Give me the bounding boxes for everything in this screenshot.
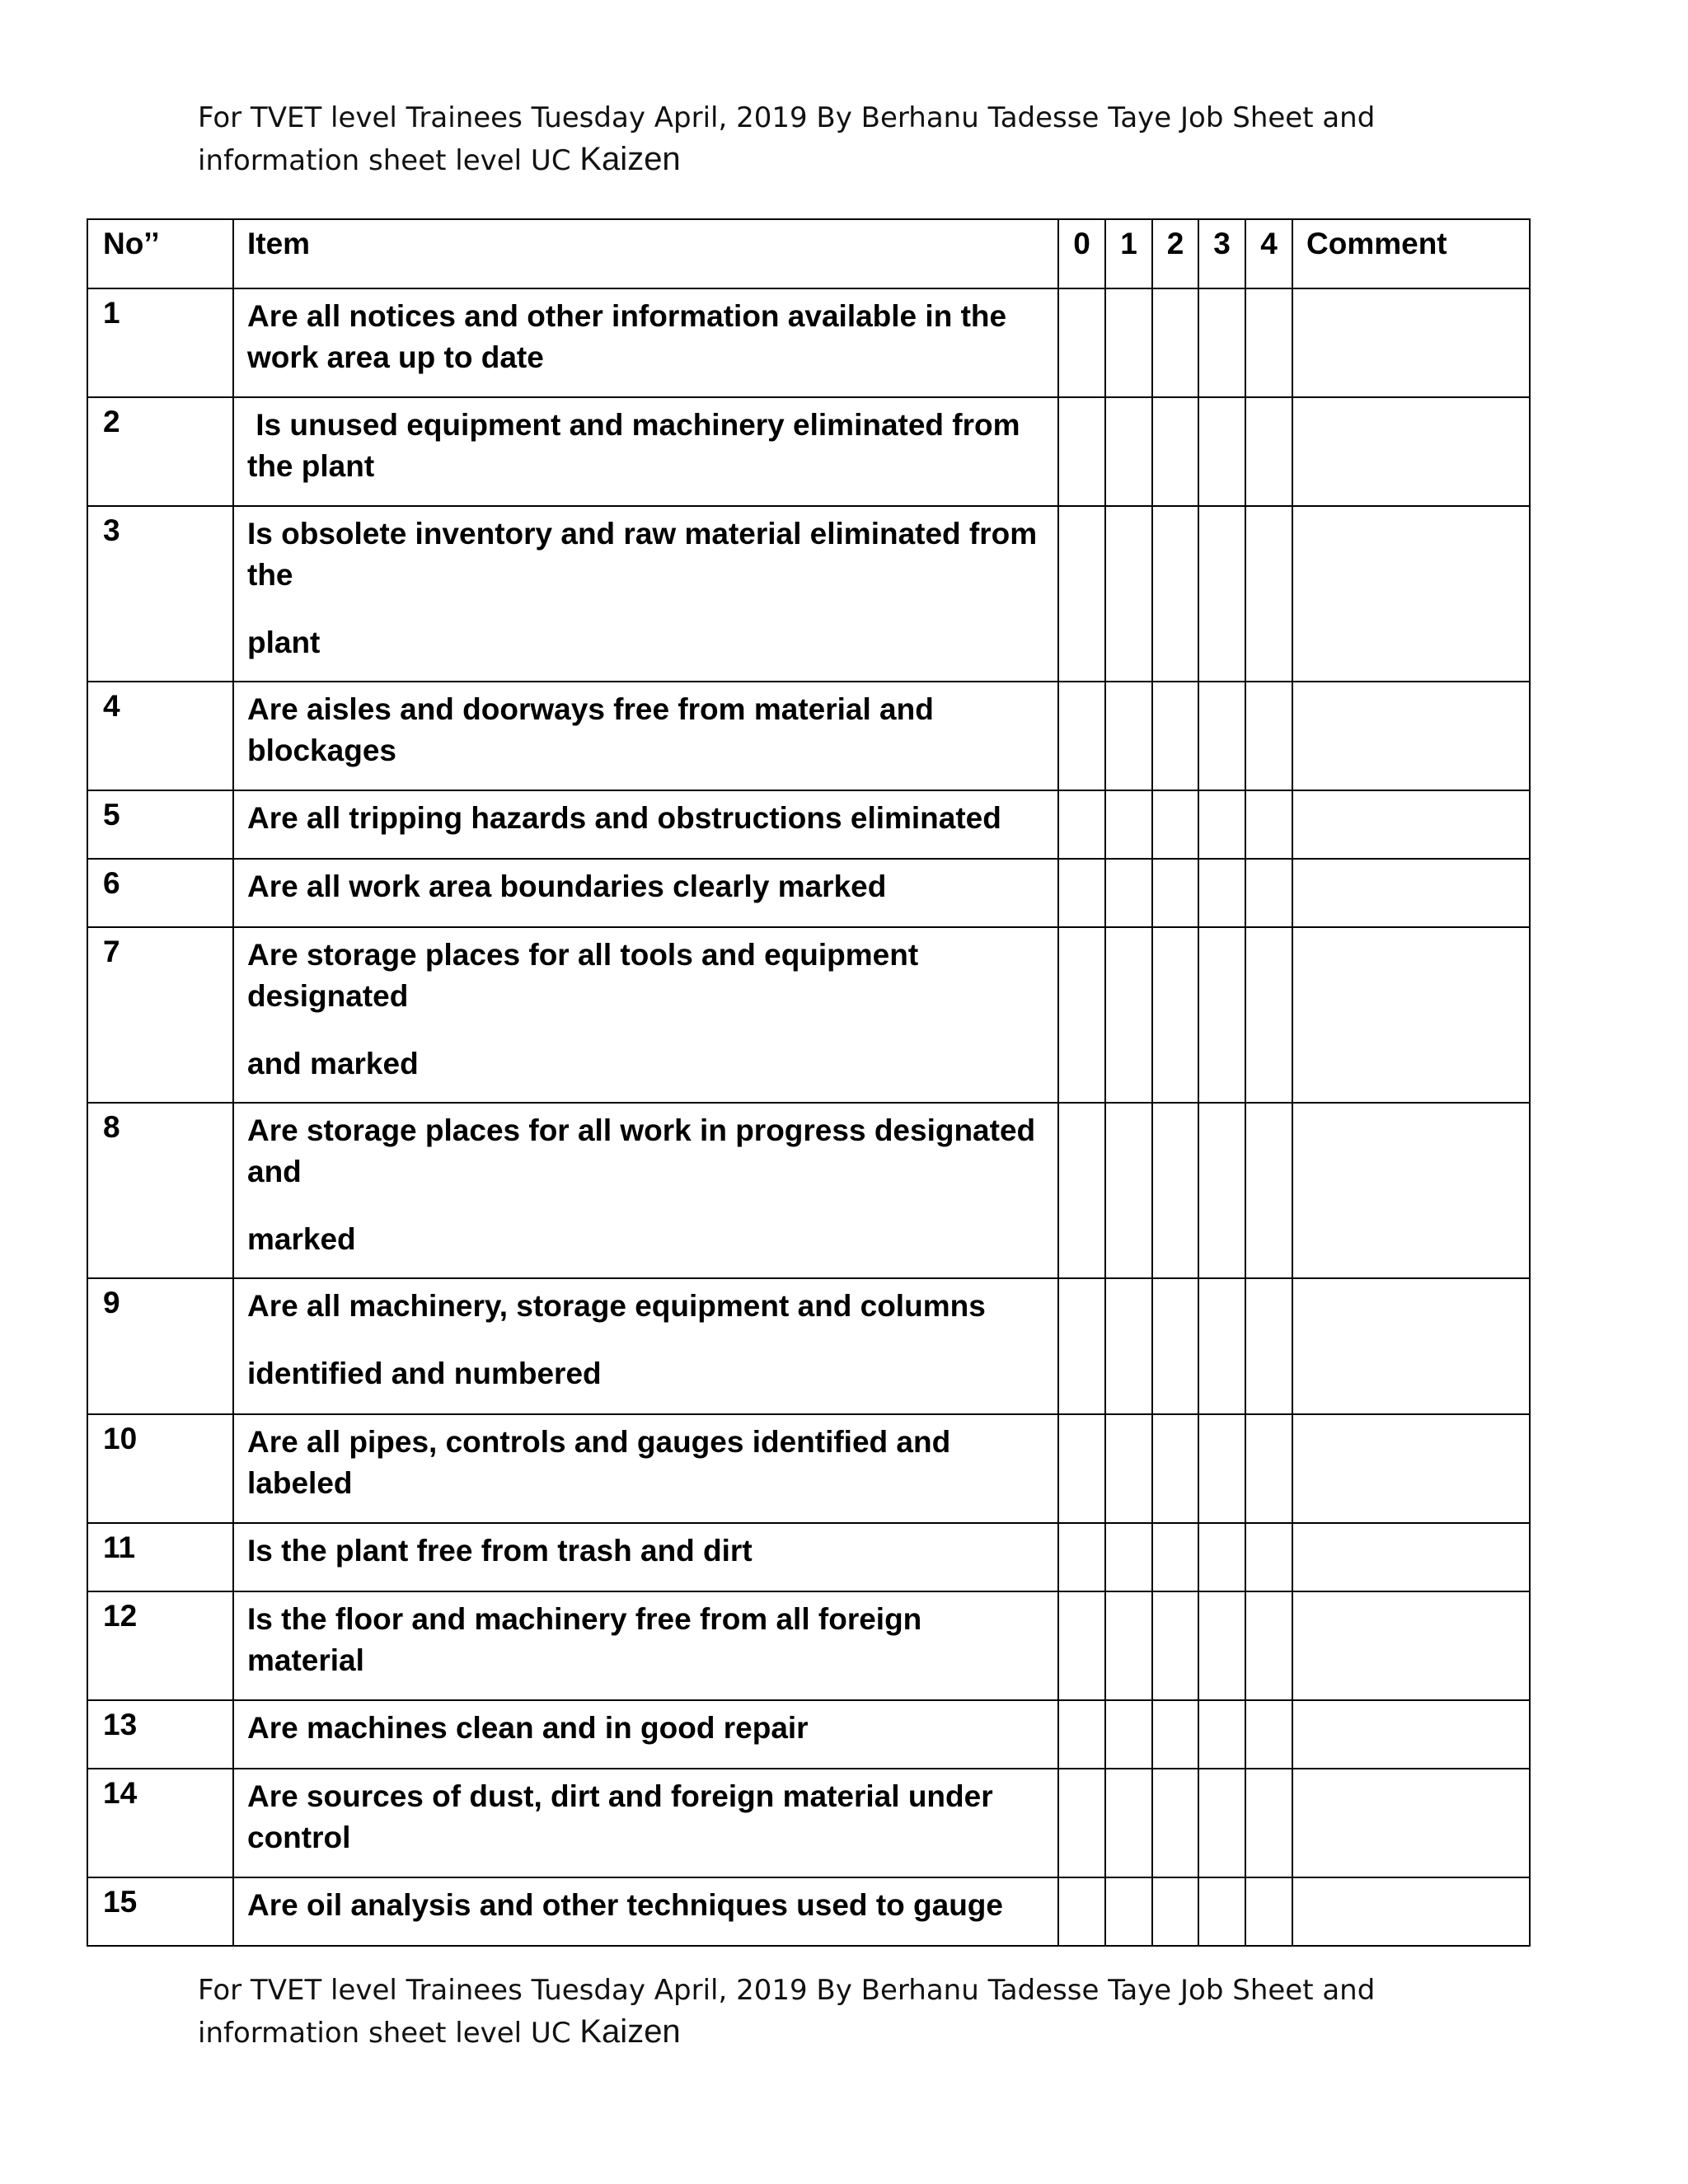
comment-cell[interactable] [1292, 859, 1530, 927]
header-no: No’’ [87, 219, 233, 288]
table-row [87, 1103, 1530, 1278]
row-item-text [247, 1769, 1046, 1858]
score-cell-1[interactable] [1105, 1700, 1152, 1769]
score-cell-1[interactable] [1105, 1769, 1152, 1877]
row-item [233, 927, 1058, 1103]
score-cell-3[interactable] [1198, 1700, 1245, 1769]
table-row [87, 927, 1530, 1103]
header-item-label: Item [247, 227, 311, 260]
row-item [233, 1769, 1058, 1877]
score-cell-4[interactable] [1245, 506, 1292, 682]
row-item-line: work area up to date [247, 340, 544, 374]
row-item-line: Are all notices and other information available in the [247, 299, 1007, 333]
score-cell-1[interactable] [1105, 1591, 1152, 1700]
row-item-text [247, 1104, 1046, 1260]
score-cell-3[interactable] [1198, 859, 1245, 927]
score-cell-0[interactable] [1058, 859, 1105, 927]
page-header [198, 97, 1517, 181]
row-number: 9 [87, 1278, 233, 1414]
footer-line-2-prefix: information sheet level UC [198, 2017, 580, 2050]
score-cell-1[interactable] [1105, 1414, 1152, 1523]
score-cell-3[interactable] [1198, 1278, 1245, 1414]
comment-cell[interactable] [1292, 927, 1530, 1103]
row-item [233, 506, 1058, 682]
score-cell-3[interactable] [1198, 1877, 1245, 1946]
row-item-line: Is obsolete inventory and raw material eliminated from [247, 517, 1038, 551]
table-row [87, 682, 1530, 790]
header-score-0: 0 [1058, 219, 1105, 288]
score-cell-3[interactable] [1198, 1769, 1245, 1877]
score-cell-4[interactable] [1245, 1278, 1292, 1414]
row-item-line: Are all pipes, controls and gauges identified and [247, 1425, 951, 1459]
score-cell-0[interactable] [1058, 1591, 1105, 1700]
row-number: 11 [87, 1523, 233, 1591]
row-item [233, 1103, 1058, 1278]
score-cell-1[interactable] [1105, 1523, 1152, 1591]
row-number: 1 [87, 288, 233, 397]
row-item-line: labeled [247, 1466, 353, 1500]
row-number: 13 [87, 1700, 233, 1769]
comment-cell[interactable] [1292, 1700, 1530, 1769]
row-item-text [247, 1592, 1046, 1681]
row-item-line: identified and numbered [247, 1357, 602, 1390]
score-cell-4[interactable] [1245, 1591, 1292, 1700]
score-cell-2[interactable] [1152, 859, 1198, 927]
score-cell-4[interactable] [1245, 859, 1292, 927]
row-item-line: plant [247, 626, 321, 659]
comment-cell[interactable] [1292, 1278, 1530, 1414]
score-cell-0[interactable] [1058, 1523, 1105, 1591]
row-item [233, 397, 1058, 506]
header-item [233, 219, 1058, 288]
score-cell-0[interactable] [1058, 397, 1105, 506]
table-row [87, 1877, 1530, 1946]
comment-cell[interactable] [1292, 682, 1530, 790]
score-cell-2[interactable] [1152, 506, 1198, 682]
row-item-text [247, 507, 1046, 663]
header-line-1: For TVET level Trainees Tuesday April, 2019 By Berhanu Tadesse Taye Job Sheet and [198, 101, 1376, 134]
score-cell-4[interactable] [1245, 288, 1292, 397]
row-item [233, 859, 1058, 927]
score-cell-2[interactable] [1152, 1278, 1198, 1414]
row-item [233, 1877, 1058, 1946]
score-cell-0[interactable] [1058, 790, 1105, 859]
row-item-line: Are storage places for all tools and equipment [247, 938, 919, 972]
score-cell-4[interactable] [1245, 397, 1292, 506]
table-row [87, 288, 1530, 397]
row-item-line: control [247, 1821, 351, 1854]
score-cell-1[interactable] [1105, 927, 1152, 1103]
comment-cell[interactable] [1292, 506, 1530, 682]
comment-cell[interactable] [1292, 1523, 1530, 1591]
score-cell-0[interactable] [1058, 506, 1105, 682]
score-cell-1[interactable] [1105, 1103, 1152, 1278]
row-item-line: Is unused equipment and machinery eliminated from [247, 408, 1020, 442]
checklist-table [87, 218, 1531, 1947]
table-row [87, 859, 1530, 927]
row-item-text [247, 1701, 1046, 1749]
score-cell-3[interactable] [1198, 288, 1245, 397]
score-cell-1[interactable] [1105, 790, 1152, 859]
row-item-text [247, 1878, 1046, 1926]
row-number: 2 [87, 397, 233, 506]
comment-cell[interactable] [1292, 1769, 1530, 1877]
score-cell-3[interactable] [1198, 506, 1245, 682]
table-row [87, 1414, 1530, 1523]
score-cell-0[interactable] [1058, 1414, 1105, 1523]
score-cell-0[interactable] [1058, 1700, 1105, 1769]
score-cell-4[interactable] [1245, 790, 1292, 859]
row-item-line: Are all tripping hazards and obstructions eliminated [247, 801, 1001, 835]
score-cell-2[interactable] [1152, 927, 1198, 1103]
row-item-line: Are aisles and doorways free from material and [247, 692, 934, 726]
table-row [87, 1278, 1530, 1414]
row-item-line: and marked [247, 1047, 419, 1080]
table-row [87, 1700, 1530, 1769]
row-number: 8 [87, 1103, 233, 1278]
comment-cell[interactable] [1292, 1877, 1530, 1946]
row-item-line: blockages [247, 733, 396, 767]
row-number: 14 [87, 1769, 233, 1877]
footer-line-1: For TVET level Trainees Tuesday April, 2019 By Berhanu Tadesse Taye Job Sheet and [198, 1974, 1376, 2007]
row-item-line: the plant [247, 449, 375, 483]
score-cell-4[interactable] [1245, 1877, 1292, 1946]
score-cell-2[interactable] [1152, 288, 1198, 397]
comment-cell[interactable] [1292, 1591, 1530, 1700]
comment-cell[interactable] [1292, 1103, 1530, 1278]
row-item-line: Are storage places for all work in progress designated [247, 1113, 1036, 1147]
header-score-3: 3 [1198, 219, 1245, 288]
score-cell-4[interactable] [1245, 1414, 1292, 1523]
score-cell-1[interactable] [1105, 682, 1152, 790]
score-cell-1[interactable] [1105, 1877, 1152, 1946]
table-row [87, 790, 1530, 859]
score-cell-4[interactable] [1245, 1523, 1292, 1591]
score-cell-4[interactable] [1245, 1700, 1292, 1769]
row-item-line: designated [247, 979, 409, 1013]
score-cell-0[interactable] [1058, 1877, 1105, 1946]
header-kaizen: Kaizen [579, 141, 681, 177]
row-item [233, 1523, 1058, 1591]
row-item [233, 1700, 1058, 1769]
row-item-line: material [247, 1643, 364, 1677]
score-cell-0[interactable] [1058, 288, 1105, 397]
row-number: 4 [87, 682, 233, 790]
score-cell-3[interactable] [1198, 397, 1245, 506]
row-number: 10 [87, 1414, 233, 1523]
table-row [87, 1523, 1530, 1591]
score-cell-3[interactable] [1198, 1103, 1245, 1278]
score-cell-0[interactable] [1058, 682, 1105, 790]
score-cell-0[interactable] [1058, 1769, 1105, 1877]
score-cell-4[interactable] [1245, 1769, 1292, 1877]
score-cell-1[interactable] [1105, 1278, 1152, 1414]
row-item-text [247, 860, 1046, 907]
row-item [233, 288, 1058, 397]
score-cell-0[interactable] [1058, 1278, 1105, 1414]
score-cell-1[interactable] [1105, 506, 1152, 682]
row-item [233, 1278, 1058, 1414]
row-item-line: Is the plant free from trash and dirt [247, 1534, 753, 1568]
score-cell-2[interactable] [1152, 1414, 1198, 1523]
page-footer [198, 1970, 1517, 2054]
table-header-row [87, 219, 1530, 288]
row-item-text [247, 682, 1046, 771]
row-item-line: Are sources of dust, dirt and foreign material under [247, 1779, 993, 1813]
row-item-line: Are machines clean and in good repair [247, 1711, 809, 1745]
row-item-line: marked [247, 1222, 356, 1256]
score-cell-2[interactable] [1152, 1523, 1198, 1591]
row-item-line: Is the floor and machinery free from all foreign [247, 1602, 922, 1636]
row-item-text [247, 791, 1046, 839]
row-number: 6 [87, 859, 233, 927]
header-comment: Comment [1292, 219, 1530, 288]
score-cell-4[interactable] [1245, 927, 1292, 1103]
row-item-line: the [247, 558, 293, 592]
score-cell-2[interactable] [1152, 397, 1198, 506]
row-item-line: Are oil analysis and other techniques used to gauge [247, 1888, 1003, 1922]
header-score-1: 1 [1105, 219, 1152, 288]
score-cell-2[interactable] [1152, 1591, 1198, 1700]
header-line-2 [198, 138, 1517, 181]
score-cell-3[interactable] [1198, 1591, 1245, 1700]
score-cell-0[interactable] [1058, 927, 1105, 1103]
comment-cell[interactable] [1292, 288, 1530, 397]
row-number: 7 [87, 927, 233, 1103]
row-number: 3 [87, 506, 233, 682]
score-cell-0[interactable] [1058, 1103, 1105, 1278]
score-cell-3[interactable] [1198, 927, 1245, 1103]
row-item-line: Are all work area boundaries clearly marked [247, 869, 887, 903]
row-item [233, 1591, 1058, 1700]
row-item-text [247, 928, 1046, 1085]
row-item-text [247, 398, 1046, 487]
score-cell-2[interactable] [1152, 1103, 1198, 1278]
row-item-text [247, 1415, 1046, 1504]
row-number: 5 [87, 790, 233, 859]
score-cell-4[interactable] [1245, 682, 1292, 790]
row-number: 15 [87, 1877, 233, 1946]
comment-cell[interactable] [1292, 1414, 1530, 1523]
row-item-text [247, 289, 1046, 378]
table-row [87, 1591, 1530, 1700]
row-item [233, 1414, 1058, 1523]
score-cell-3[interactable] [1198, 682, 1245, 790]
header-score-4: 4 [1245, 219, 1292, 288]
score-cell-1[interactable] [1105, 288, 1152, 397]
footer-kaizen: Kaizen [579, 2013, 681, 2050]
header-line-2-prefix: information sheet level UC [198, 144, 580, 177]
score-cell-1[interactable] [1105, 859, 1152, 927]
comment-cell[interactable] [1292, 790, 1530, 859]
row-number: 12 [87, 1591, 233, 1700]
score-cell-3[interactable] [1198, 1414, 1245, 1523]
score-cell-3[interactable] [1198, 1523, 1245, 1591]
footer-line-2 [198, 2011, 1517, 2054]
row-item [233, 682, 1058, 790]
table-row [87, 506, 1530, 682]
row-item-text [247, 1279, 1046, 1394]
table-row [87, 397, 1530, 506]
row-item [233, 790, 1058, 859]
score-cell-2[interactable] [1152, 1769, 1198, 1877]
row-item-line: and [247, 1155, 302, 1188]
row-item-text [247, 1524, 1046, 1572]
score-cell-1[interactable] [1105, 397, 1152, 506]
row-item-line: Are all machinery, storage equipment and columns [247, 1289, 986, 1323]
score-cell-2[interactable] [1152, 1700, 1198, 1769]
score-cell-2[interactable] [1152, 682, 1198, 790]
score-cell-2[interactable] [1152, 1877, 1198, 1946]
table-row [87, 1769, 1530, 1877]
score-cell-2[interactable] [1152, 790, 1198, 859]
comment-cell[interactable] [1292, 397, 1530, 506]
header-score-2: 2 [1152, 219, 1198, 288]
score-cell-3[interactable] [1198, 790, 1245, 859]
score-cell-4[interactable] [1245, 1103, 1292, 1278]
